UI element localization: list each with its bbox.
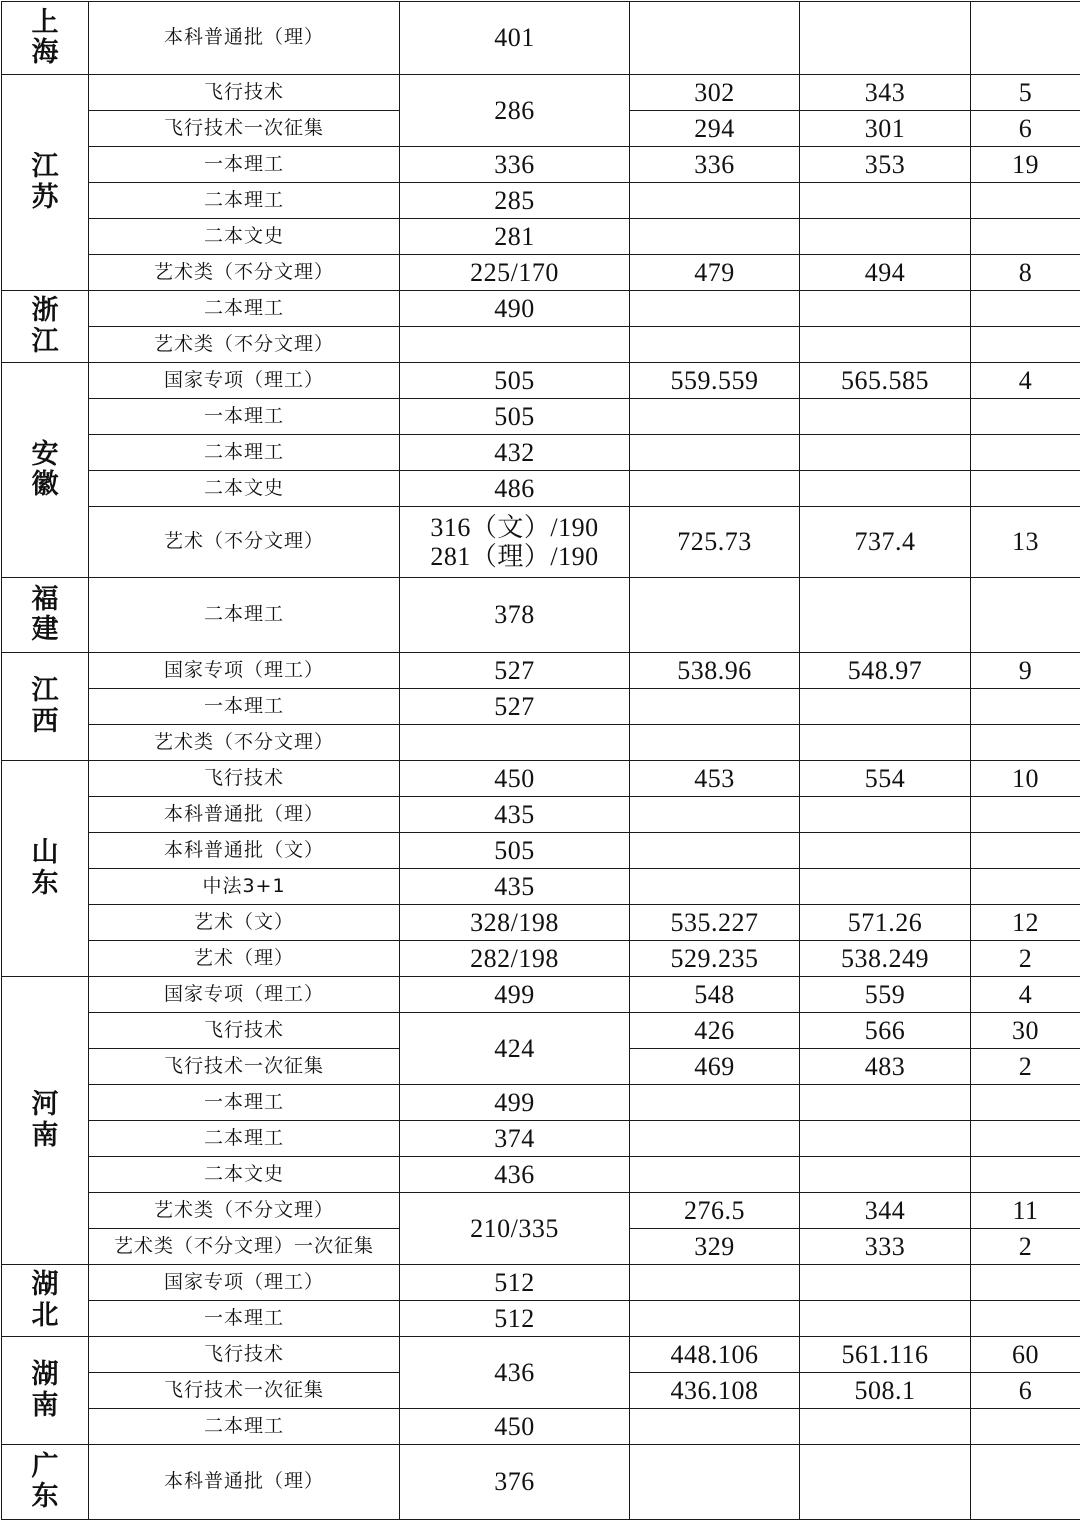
control-line-cell: 286 [400,75,630,147]
min-score-cell [630,689,800,725]
batch-cell: 艺术类（不分文理） [89,1193,400,1229]
province-cell [2,653,89,761]
min-score-cell [630,2,800,75]
enrolled-count-cell [971,1409,1080,1445]
province-char: 山 [2,838,88,868]
batch-cell: 二本文史 [89,471,400,507]
province-cell [2,1445,89,1520]
max-score-cell: 737.4 [800,507,971,578]
enrolled-count-cell: 6 [971,1373,1080,1409]
min-score-cell: 336 [630,147,800,183]
control-line-cell: 505 [400,399,630,435]
min-score-cell: 469 [630,1049,800,1085]
max-score-cell: 483 [800,1049,971,1085]
table-row [2,219,1080,255]
max-score-cell [800,2,971,75]
min-score-cell [630,797,800,833]
control-line-text: 281（理）/190 [400,542,629,571]
province-char: 福 [2,585,88,615]
control-line-cell: 225/170 [400,255,630,291]
province-char: 东 [2,1482,88,1512]
batch-cell: 本科普通批（理） [89,1445,400,1520]
enrolled-count-cell: 9 [971,653,1080,689]
enrolled-count-cell [971,689,1080,725]
province-cell [2,75,89,291]
control-line-cell: 281 [400,219,630,255]
max-score-cell: 548.97 [800,653,971,689]
min-score-cell: 294 [630,111,800,147]
enrolled-count-cell [971,219,1080,255]
batch-cell: 艺术（理） [89,941,400,977]
max-score-cell: 554 [800,761,971,797]
max-score-cell [800,725,971,761]
max-score-cell [800,1121,971,1157]
enrolled-count-cell: 30 [971,1013,1080,1049]
province-char: 苏 [2,183,88,213]
control-line-cell: 328/198 [400,905,630,941]
control-line-cell: 450 [400,761,630,797]
batch-cell: 一本理工 [89,1085,400,1121]
enrolled-count-cell: 13 [971,507,1080,578]
table-row [2,1265,1080,1301]
max-score-cell: 301 [800,111,971,147]
max-score-cell: 353 [800,147,971,183]
min-score-cell: 436.108 [630,1373,800,1409]
table-row [2,941,1080,977]
control-line-cell: 436 [400,1337,630,1409]
province-cell [2,291,89,363]
control-line-cell [400,507,630,578]
min-score-cell: 535.227 [630,905,800,941]
control-line-cell: 486 [400,471,630,507]
min-score-cell [630,1409,800,1445]
enrolled-count-cell: 6 [971,111,1080,147]
table-row [2,1409,1080,1445]
enrolled-count-cell [971,725,1080,761]
table-row [2,399,1080,435]
enrolled-count-cell [971,1265,1080,1301]
min-score-cell: 538.96 [630,653,800,689]
max-score-cell [800,327,971,363]
max-score-cell [800,869,971,905]
batch-cell: 国家专项（理工） [89,1265,400,1301]
enrolled-count-cell [971,183,1080,219]
enrolled-count-cell [971,291,1080,327]
table-row [2,833,1080,869]
max-score-cell: 508.1 [800,1373,971,1409]
table-row [2,1085,1080,1121]
max-score-cell [800,1085,971,1121]
max-score-cell [800,833,971,869]
max-score-cell [800,219,971,255]
min-score-cell: 302 [630,75,800,111]
control-line-cell: 505 [400,363,630,399]
province-cell [2,578,89,653]
table-row [2,1337,1080,1373]
min-score-cell [630,1445,800,1520]
control-line-cell: 499 [400,977,630,1013]
table-row [2,507,1080,578]
province-char: 浙 [2,296,88,326]
max-score-cell: 344 [800,1193,971,1229]
enrolled-count-cell [971,2,1080,75]
province-char: 东 [2,869,88,899]
max-score-cell: 561.116 [800,1337,971,1373]
min-score-cell [630,1301,800,1337]
enrolled-count-cell [971,399,1080,435]
min-score-cell [630,578,800,653]
max-score-cell: 538.249 [800,941,971,977]
batch-cell: 飞行技术 [89,1013,400,1049]
batch-cell: 艺术类（不分文理） [89,725,400,761]
province-char: 海 [2,38,88,68]
batch-cell: 本科普通批（理） [89,2,400,75]
province-cell [2,1337,89,1445]
control-line-cell: 436 [400,1157,630,1193]
min-score-cell [630,833,800,869]
min-score-cell [630,435,800,471]
batch-cell: 艺术类（不分文理） [89,327,400,363]
control-line-cell: 374 [400,1121,630,1157]
table-row [2,1121,1080,1157]
table-row [2,183,1080,219]
min-score-cell: 453 [630,761,800,797]
control-line-cell: 435 [400,797,630,833]
batch-cell: 二本理工 [89,1409,400,1445]
enrolled-count-cell: 19 [971,147,1080,183]
max-score-cell: 566 [800,1013,971,1049]
batch-cell: 二本理工 [89,291,400,327]
province-cell [2,977,89,1265]
max-score-cell: 333 [800,1229,971,1265]
control-line-cell: 512 [400,1301,630,1337]
min-score-cell [630,1085,800,1121]
table-row [2,869,1080,905]
min-score-cell: 276.5 [630,1193,800,1229]
batch-cell: 一本理工 [89,689,400,725]
table-row [2,2,1080,75]
min-score-cell [630,725,800,761]
table-row [2,291,1080,327]
control-line-cell: 285 [400,183,630,219]
max-score-cell [800,435,971,471]
batch-cell: 国家专项（理工） [89,363,400,399]
table-row [2,147,1080,183]
table-row [2,725,1080,761]
province-cell [2,363,89,578]
province-char: 南 [2,1121,88,1151]
table-row [2,327,1080,363]
enrolled-count-cell: 12 [971,905,1080,941]
min-score-cell: 479 [630,255,800,291]
enrolled-count-cell: 4 [971,363,1080,399]
max-score-cell: 559 [800,977,971,1013]
control-line-cell: 499 [400,1085,630,1121]
enrolled-count-cell: 60 [971,1337,1080,1373]
province-char: 河 [2,1090,88,1120]
table-row [2,1157,1080,1193]
control-line-cell [400,725,630,761]
enrolled-count-cell: 2 [971,941,1080,977]
batch-cell: 飞行技术 [89,761,400,797]
max-score-cell [800,471,971,507]
province-char: 安 [2,440,88,470]
table-row [2,761,1080,797]
batch-cell: 飞行技术 [89,1337,400,1373]
province-char: 建 [2,615,88,645]
enrolled-count-cell: 11 [971,1193,1080,1229]
province-char: 江 [2,676,88,706]
table-row [2,255,1080,291]
enrolled-count-cell: 5 [971,75,1080,111]
min-score-cell: 329 [630,1229,800,1265]
batch-cell: 本科普通批（文） [89,833,400,869]
max-score-cell [800,399,971,435]
batch-cell: 飞行技术一次征集 [89,111,400,147]
max-score-cell [800,1157,971,1193]
min-score-cell [630,1157,800,1193]
min-score-cell [630,1121,800,1157]
control-line-cell: 450 [400,1409,630,1445]
max-score-cell: 565.585 [800,363,971,399]
max-score-cell [800,1301,971,1337]
control-line-cell: 512 [400,1265,630,1301]
province-char: 南 [2,1391,88,1421]
control-line-cell: 376 [400,1445,630,1520]
batch-cell: 二本理工 [89,578,400,653]
control-line-cell: 435 [400,869,630,905]
control-line-cell: 424 [400,1013,630,1085]
max-score-cell: 343 [800,75,971,111]
control-line-text: 316（文）/190 [400,513,629,542]
batch-cell: 飞行技术一次征集 [89,1373,400,1409]
max-score-cell [800,689,971,725]
batch-cell: 本科普通批（理） [89,797,400,833]
batch-cell: 一本理工 [89,147,400,183]
table-row [2,1193,1080,1229]
enrolled-count-cell [971,1445,1080,1520]
control-line-cell: 505 [400,833,630,869]
min-score-cell [630,471,800,507]
min-score-cell [630,1265,800,1301]
table-row [2,435,1080,471]
enrolled-count-cell [971,471,1080,507]
control-line-cell: 401 [400,2,630,75]
province-cell [2,1265,89,1337]
province-cell [2,2,89,75]
max-score-cell [800,1409,971,1445]
min-score-cell [630,219,800,255]
control-line-cell: 336 [400,147,630,183]
control-line-cell: 527 [400,689,630,725]
max-score-cell [800,183,971,219]
max-score-cell: 571.26 [800,905,971,941]
table-row [2,471,1080,507]
table-row [2,1013,1080,1049]
table-row [2,797,1080,833]
max-score-cell [800,797,971,833]
max-score-cell [800,1265,971,1301]
batch-cell: 一本理工 [89,1301,400,1337]
table-row [2,363,1080,399]
batch-cell: 二本文史 [89,1157,400,1193]
max-score-cell [800,1445,971,1520]
min-score-cell [630,291,800,327]
province-char: 江 [2,327,88,357]
batch-cell: 二本文史 [89,219,400,255]
control-line-cell [400,327,630,363]
province-char: 湖 [2,1270,88,1300]
province-char: 徽 [2,470,88,500]
control-line-cell: 378 [400,578,630,653]
min-score-cell: 426 [630,1013,800,1049]
batch-cell: 艺术类（不分文理） [89,255,400,291]
batch-cell: 一本理工 [89,399,400,435]
batch-cell: 艺术（不分文理） [89,507,400,578]
enrolled-count-cell [971,797,1080,833]
admission-score-table [1,1,1080,1520]
batch-cell: 国家专项（理工） [89,977,400,1013]
province-char: 北 [2,1301,88,1331]
control-line-cell: 432 [400,435,630,471]
enrolled-count-cell [971,869,1080,905]
batch-cell: 中法3+1 [89,869,400,905]
min-score-cell: 559.559 [630,363,800,399]
batch-cell: 艺术类（不分文理）一次征集 [89,1229,400,1265]
table-row [2,653,1080,689]
table-row [2,977,1080,1013]
table-row [2,1445,1080,1520]
min-score-cell: 548 [630,977,800,1013]
max-score-cell: 494 [800,255,971,291]
control-line-cell: 490 [400,291,630,327]
enrolled-count-cell: 10 [971,761,1080,797]
max-score-cell [800,291,971,327]
control-line-cell: 527 [400,653,630,689]
enrolled-count-cell [971,578,1080,653]
enrolled-count-cell [971,435,1080,471]
control-line-cell: 282/198 [400,941,630,977]
table-row [2,689,1080,725]
province-char: 上 [2,8,88,38]
province-cell [2,761,89,977]
province-char: 西 [2,707,88,737]
table-row [2,1301,1080,1337]
table-row [2,578,1080,653]
province-char: 广 [2,1452,88,1482]
min-score-cell [630,183,800,219]
max-score-cell [800,578,971,653]
min-score-cell: 448.106 [630,1337,800,1373]
enrolled-count-cell: 4 [971,977,1080,1013]
enrolled-count-cell [971,1157,1080,1193]
enrolled-count-cell [971,833,1080,869]
province-char: 湖 [2,1360,88,1390]
batch-cell: 二本理工 [89,1121,400,1157]
enrolled-count-cell: 2 [971,1049,1080,1085]
enrolled-count-cell [971,1301,1080,1337]
table-row [2,75,1080,111]
enrolled-count-cell [971,327,1080,363]
batch-cell: 飞行技术一次征集 [89,1049,400,1085]
control-line-cell: 210/335 [400,1193,630,1265]
score-table-body [2,2,1080,1520]
enrolled-count-cell: 8 [971,255,1080,291]
min-score-cell [630,399,800,435]
enrolled-count-cell [971,1121,1080,1157]
enrolled-count-cell: 2 [971,1229,1080,1265]
batch-cell: 二本理工 [89,183,400,219]
min-score-cell [630,327,800,363]
batch-cell: 飞行技术 [89,75,400,111]
batch-cell: 国家专项（理工） [89,653,400,689]
enrolled-count-cell [971,1085,1080,1121]
min-score-cell: 725.73 [630,507,800,578]
batch-cell: 艺术（文） [89,905,400,941]
batch-cell: 二本理工 [89,435,400,471]
min-score-cell [630,869,800,905]
table-row [2,905,1080,941]
min-score-cell: 529.235 [630,941,800,977]
province-char: 江 [2,152,88,182]
